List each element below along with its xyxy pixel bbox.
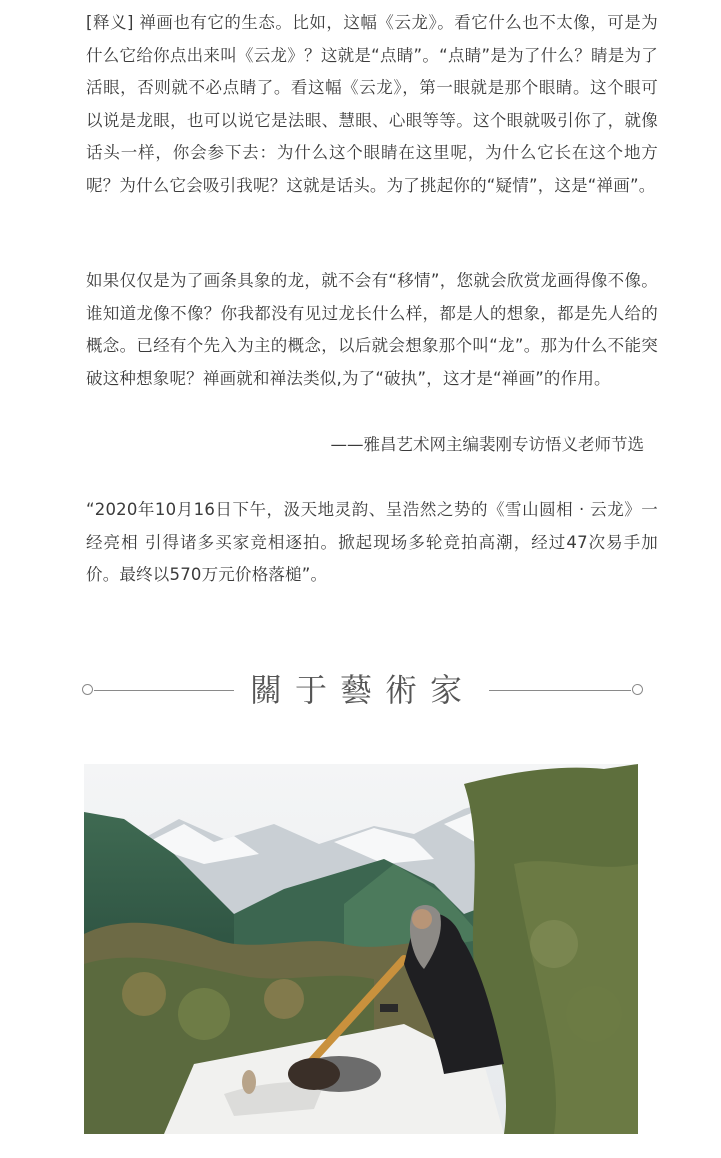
divider-line-left [94,690,234,691]
artist-painting-photo-icon [84,764,638,1134]
paragraph-auction: “2020年10月16日下午，汲天地灵韵、呈浩然之势的《雪山圆相 · 云龙》一经亮相 引得诸多买家竞相逐拍。掀起现场多轮竞拍高潮，经过47次易手加价。最终以570万元价格落槌”。 [86,500,658,585]
section-title: 關于藝術家 [249,671,475,709]
circle-ornament-icon [82,684,93,695]
artist-photo [84,764,638,1134]
divider-line-right [489,690,631,691]
circle-ornament-icon [632,684,643,695]
section-divider [80,668,645,714]
paragraph-dragon: 如果仅仅是为了画条具象的龙，就不会有“移情”，您就会欣赏龙画得像不像。谁知道龙像不像？你我都没有见过龙长什么样，都是人的想象，都是先人给的概念。已经有个先入为主的概念，以后就会想象那个叫“龙”。那为什么不能突破这种想象呢？禅画就和禅法类似,为了“破执”，这才是“禅画”的作用。 [86,271,658,388]
paragraph-interpretation: [释义] 禅画也有它的生态。比如，这幅《云龙》。看它什么也不太像，可是为什么它给你点出来叫《云龙》？这就是“点睛”。“点睛”是为了什么？睛是为了活眼，否则就不必点睛了。看这幅《云龙》，第一眼就是那个眼睛。这个眼可以说是龙眼，也可以说它是法眼、慧眼、心眼等等。这个眼就吸引你了，就像话头一样，你会参下去：为什么这个眼睛在这里呢，为什么它长在这个地方呢？为什么它会吸引我呢？这就是话头。为了挑起你的“疑情”，这是“禅画”。 [86,13,658,195]
source-signature: ——雅昌艺术网主编裴刚专访悟义老师节选 [330,435,644,454]
